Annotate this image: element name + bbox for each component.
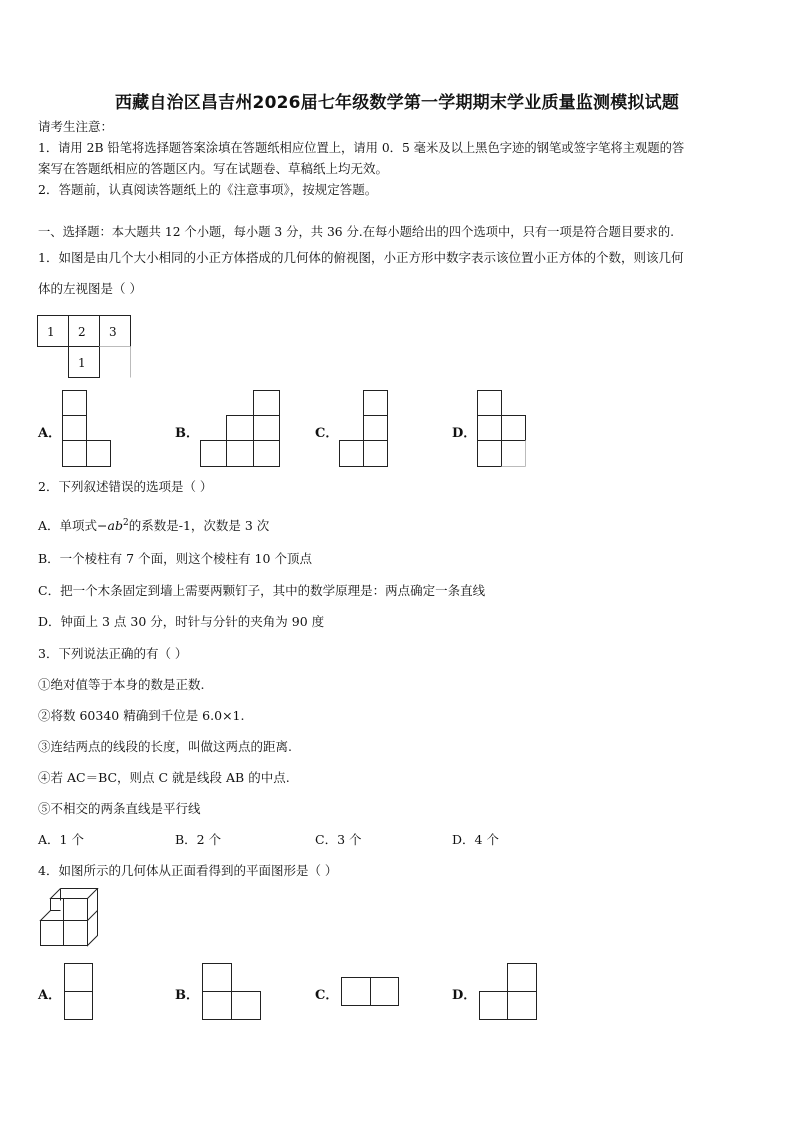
q1-option-a-figure: [62, 390, 112, 468]
notice-item-1-line-1: 1．请用 2B 铅笔将选择题答案涂填在答题纸相应位置上，请用 0．5 毫米及以上黑色字迹的钢笔或签字笔将主观题的答: [38, 141, 685, 155]
q2-option-a-math: [97, 518, 129, 533]
q4-option-c-figure: [341, 977, 401, 1007]
q1-option-c-label: C．: [315, 426, 339, 441]
q3-statement-4: ④若 AC＝BC，则点 C 就是线段 AB 的中点.: [38, 770, 290, 785]
notice-item-2: 2．答题前，认真阅读答题纸上的《注意事项》，按规定答题。: [38, 182, 378, 197]
grid-number: 3: [109, 325, 117, 339]
section-heading: 一、选择题：本大题共 12 个小题，每小题 3 分，共 36 分.在每小题给出的四个选项中，只有一项是符合题目要求的.: [38, 225, 675, 239]
q2-math-exponent: 2: [122, 518, 129, 528]
q3-option-a: A．1 个: [38, 832, 84, 847]
q1-option-d-label: D．: [452, 426, 477, 441]
notice-item-1-line-2: 案写在答题纸相应的答题区内。写在试题卷、草稿纸上均无效。: [38, 161, 389, 176]
q2-stem: 2．下列叙述错误的选项是（ ）: [38, 479, 213, 494]
q2-option-d: D．钟面上 3 点 30 分，时针与分针的夹角为 90 度: [38, 614, 325, 629]
q3-statement-2: ②将数 60340 精确到千位是 6.0×1.: [38, 708, 245, 723]
q3-option-b: B．2 个: [175, 832, 222, 847]
q1-option-c-figure: [339, 390, 389, 468]
q3-statement-1: ①绝对值等于本身的数是正数.: [38, 677, 205, 692]
q1-option-a-label: A．: [38, 426, 62, 441]
q2-option-a-prefix: A．单项式: [38, 518, 98, 534]
q2-option-a-suffix: 的系数是-1，次数是 3 次: [128, 518, 270, 534]
q2-math-sign: −: [97, 518, 108, 534]
q2-option-c: C．把一个木条固定到墙上需要两颗钉子，其中的数学原理是：两点确定一条直线: [38, 583, 486, 598]
q1-option-b-label: B．: [175, 426, 199, 441]
q3-statement-5: ⑤不相交的两条直线是平行线: [38, 801, 201, 816]
grid-number: 2: [78, 325, 86, 339]
q1-option-d-figure: [477, 390, 527, 468]
q4-option-d-label: D．: [452, 988, 477, 1003]
q4-option-b-label: B．: [175, 988, 199, 1003]
q3-statement-3: ③连结两点的线段的长度，叫做这两点的距离.: [38, 739, 292, 754]
q1-stem-line-1: 1．如图是由几个大小相同的小正方体搭成的几何体的俯视图，小正方形中数字表示该位置小正方体的个数，则该几何: [38, 250, 684, 265]
grid-number: 1: [47, 325, 55, 339]
q2-option-a: [38, 515, 269, 534]
q4-option-d-figure: [479, 963, 539, 1021]
page-title: 西藏自治区昌吉州2026届七年级数学第一学期期末学业质量监测模拟试题: [114, 93, 680, 113]
q4-stem: 4．如图所示的几何体从正面看得到的平面图形是（ ）: [38, 863, 338, 878]
grid-number: 1: [78, 356, 86, 370]
q2-option-b: B．一个棱柱有 7 个面，则这个棱柱有 10 个顶点: [38, 551, 312, 566]
q4-option-c-label: C．: [315, 988, 339, 1003]
q4-solid-figure: [40, 888, 102, 950]
notice-heading: 请考生注意：: [38, 119, 114, 134]
q2-math-variable: ab: [107, 518, 123, 534]
q1-option-b-figure: [200, 390, 280, 468]
q3-option-c: C．3 个: [315, 832, 362, 847]
q4-option-a-label: A．: [38, 988, 62, 1003]
q1-top-view-grid: [37, 315, 132, 379]
q4-option-a-figure: [64, 963, 94, 1021]
q1-stem-line-2: 体的左视图是（ ）: [38, 281, 142, 296]
q3-option-d: D．4 个: [452, 832, 499, 847]
q4-option-b-figure: [202, 963, 262, 1021]
q3-stem: 3．下列说法正确的有（ ）: [38, 646, 188, 661]
